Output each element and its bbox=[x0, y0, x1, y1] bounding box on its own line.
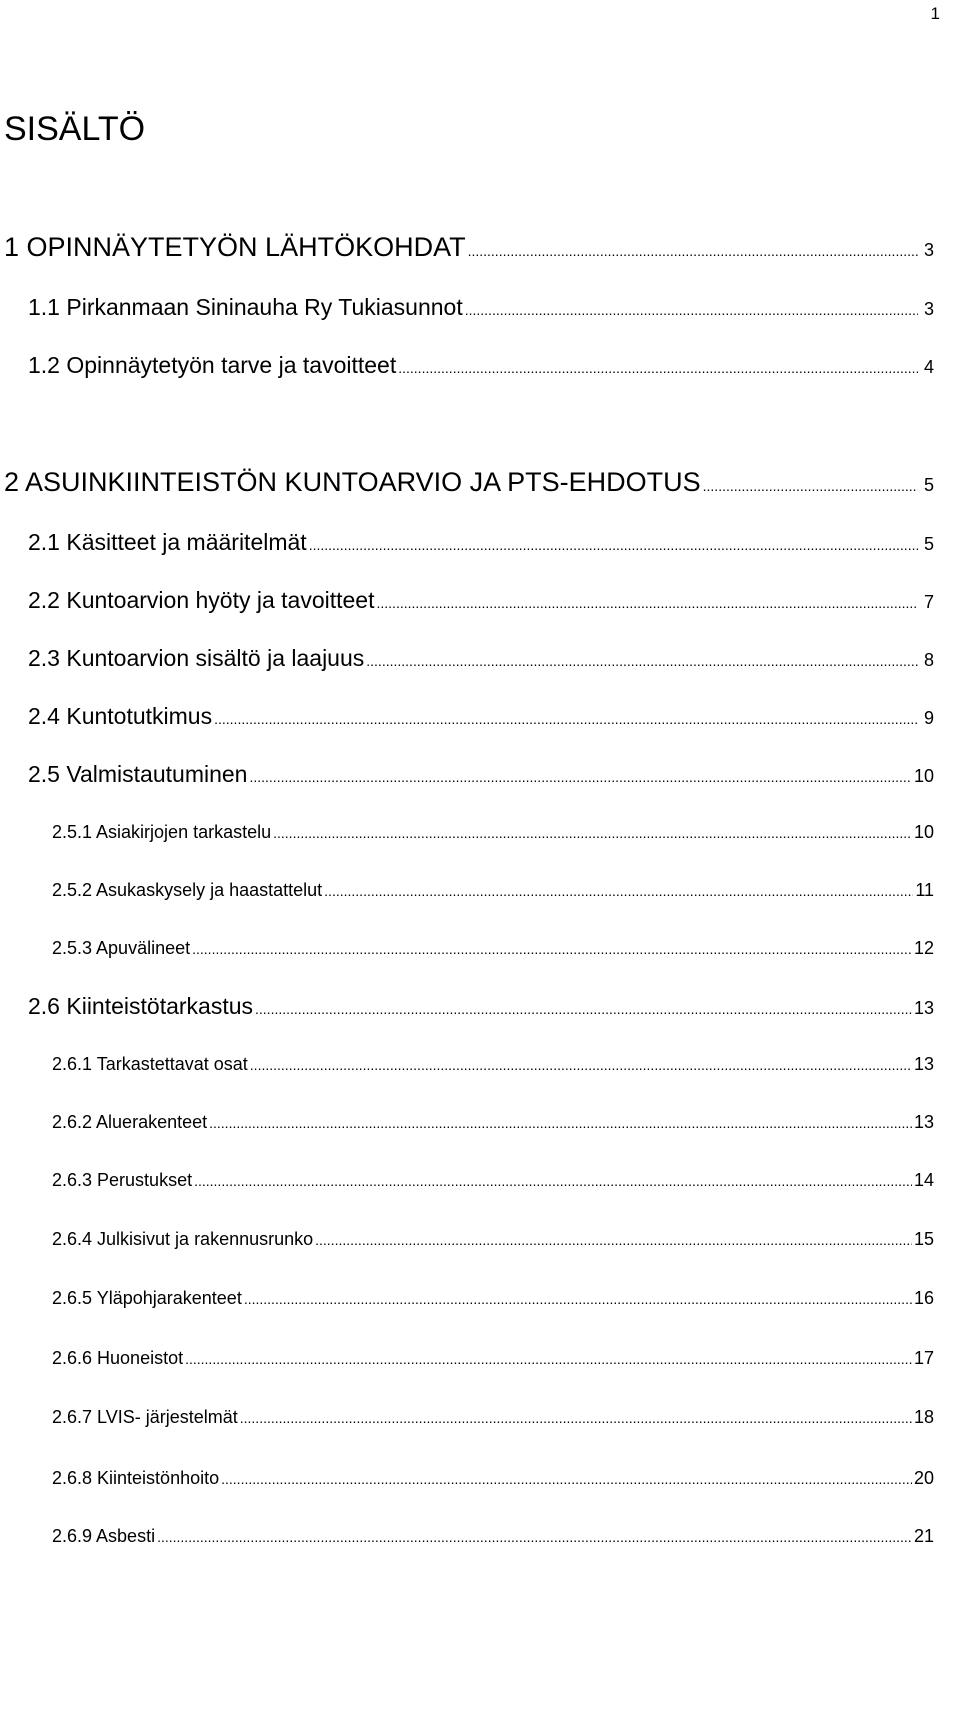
toc-entry-title: 1.1 Pirkanmaan Sininauha Ry Tukiasunnot bbox=[28, 294, 463, 320]
dot-leader bbox=[192, 941, 912, 957]
toc-entry-page: 15 bbox=[913, 1229, 934, 1249]
toc-entry-2-5[interactable] bbox=[28, 761, 934, 788]
toc-entry-page: 3 bbox=[923, 240, 934, 260]
toc-entry-title: 2.4 Kuntotutkimus bbox=[28, 703, 213, 729]
dot-leader bbox=[315, 1232, 912, 1248]
toc-entry-2-3[interactable] bbox=[28, 645, 934, 672]
toc-heading: SISÄLTÖ bbox=[4, 110, 146, 148]
toc-entry-2-6-4[interactable] bbox=[52, 1229, 934, 1250]
toc-entry-title: 2 ASUINKIINTEISTÖN KUNTOARVIO JA PTS-EHDOTUS bbox=[4, 467, 701, 497]
dot-leader bbox=[465, 302, 918, 318]
dot-leader bbox=[398, 360, 918, 376]
toc-entry-1-2[interactable] bbox=[28, 352, 934, 379]
toc-entry-title: 2.2 Kuntoarvion hyöty ja tavoitteet bbox=[28, 587, 375, 613]
toc-entry-title: 2.5 Valmistautuminen bbox=[28, 761, 248, 787]
toc-entry-page: 21 bbox=[913, 1526, 934, 1546]
toc-entry-page: 13 bbox=[913, 1112, 934, 1132]
dot-leader bbox=[221, 1471, 912, 1487]
toc-entry-2-6-2[interactable] bbox=[52, 1112, 934, 1133]
toc-entry-title: 2.6.1 Tarkastettavat osat bbox=[52, 1054, 248, 1074]
toc-entry-title: 2.3 Kuntoarvion sisältö ja laajuus bbox=[28, 645, 365, 671]
toc-entry-page: 10 bbox=[913, 766, 934, 786]
toc-entry-2-4[interactable] bbox=[28, 703, 934, 730]
dot-leader bbox=[185, 1351, 912, 1367]
toc-entry-2-5-2[interactable] bbox=[52, 880, 934, 901]
toc-entry-title: 2.6.7 LVIS- järjestelmät bbox=[52, 1407, 238, 1427]
dot-leader bbox=[244, 1291, 912, 1307]
dot-leader bbox=[273, 825, 912, 841]
dot-leader bbox=[214, 711, 918, 727]
toc-entry-page: 5 bbox=[923, 475, 934, 495]
dot-leader bbox=[703, 478, 918, 494]
toc-entry-2-2[interactable] bbox=[28, 587, 934, 614]
toc-entry-2-6[interactable] bbox=[28, 993, 934, 1020]
toc-entry-title: 2.6.2 Aluerakenteet bbox=[52, 1112, 208, 1132]
toc-entry-title: 2.5.3 Apuvälineet bbox=[52, 938, 191, 958]
toc-entry-title: 2.6.4 Julkisivut ja rakennusrunko bbox=[52, 1229, 314, 1249]
toc-entry-title: 2.6.6 Huoneistot bbox=[52, 1348, 184, 1368]
toc-entry-page: 20 bbox=[913, 1468, 934, 1488]
page-number: 1 bbox=[930, 4, 940, 23]
toc-entry-title: 2.6.3 Perustukset bbox=[52, 1170, 193, 1190]
dot-leader bbox=[194, 1173, 912, 1189]
toc-entry-2-6-3[interactable] bbox=[52, 1170, 934, 1191]
dot-leader bbox=[240, 1410, 912, 1426]
dot-leader bbox=[209, 1115, 912, 1131]
toc-entry-title: 2.5.2 Asukaskysely ja haastattelut bbox=[52, 880, 323, 900]
toc-entry-2-6-8[interactable] bbox=[52, 1468, 934, 1489]
toc-entry-page: 10 bbox=[913, 822, 934, 842]
toc-entry-2[interactable] bbox=[4, 467, 934, 498]
dot-leader bbox=[377, 595, 919, 611]
toc-entry-page: 11 bbox=[915, 880, 934, 900]
toc-entry-2-6-6[interactable] bbox=[52, 1348, 934, 1369]
dot-leader bbox=[366, 653, 918, 669]
dot-leader bbox=[309, 537, 918, 553]
toc-entry-title: 2.5.1 Asiakirjojen tarkastelu bbox=[52, 822, 272, 842]
dot-leader bbox=[157, 1529, 912, 1545]
toc-entry-page: 9 bbox=[923, 708, 934, 728]
dot-leader bbox=[324, 883, 913, 899]
toc-entry-page: 17 bbox=[913, 1348, 934, 1368]
toc-entry-title: 2.6.9 Asbesti bbox=[52, 1526, 156, 1546]
toc-entry-2-1[interactable] bbox=[28, 529, 934, 556]
dot-leader bbox=[255, 1001, 912, 1017]
toc-entry-title: 1.2 Opinnäytetyön tarve ja tavoitteet bbox=[28, 352, 397, 378]
toc-entry-title: 2.1 Käsitteet ja määritelmät bbox=[28, 529, 307, 555]
toc-entry-2-5-3[interactable] bbox=[52, 938, 934, 959]
toc-entry-title: 2.6.5 Yläpohjarakenteet bbox=[52, 1288, 242, 1308]
toc-entry-page: 5 bbox=[923, 534, 934, 554]
toc-entry-2-6-1[interactable] bbox=[52, 1054, 934, 1075]
dot-leader bbox=[250, 1057, 912, 1073]
toc-entry-page: 13 bbox=[913, 998, 934, 1018]
toc-entry-page: 14 bbox=[913, 1170, 934, 1190]
toc-entry-2-6-9[interactable] bbox=[52, 1526, 934, 1547]
toc-entry-page: 13 bbox=[913, 1054, 934, 1074]
toc-entry-1-1[interactable] bbox=[28, 294, 934, 321]
dot-leader bbox=[468, 243, 918, 259]
toc-entry-page: 16 bbox=[913, 1288, 934, 1308]
toc-entry-page: 18 bbox=[913, 1407, 934, 1427]
toc-entry-2-6-5[interactable] bbox=[52, 1288, 934, 1309]
toc-entry-page: 8 bbox=[923, 650, 934, 670]
toc-entry-title: 1 OPINNÄYTETYÖN LÄHTÖKOHDAT bbox=[4, 232, 466, 262]
dot-leader bbox=[249, 769, 912, 785]
toc-entry-2-6-7[interactable] bbox=[52, 1407, 934, 1428]
toc-entry-page: 7 bbox=[923, 592, 934, 612]
toc-entry-page: 12 bbox=[913, 938, 934, 958]
toc-entry-2-5-1[interactable] bbox=[52, 822, 934, 843]
toc-entry-title: 2.6.8 Kiinteistönhoito bbox=[52, 1468, 220, 1488]
toc-entry-title: 2.6 Kiinteistötarkastus bbox=[28, 993, 254, 1019]
toc-entry-page: 3 bbox=[923, 299, 934, 319]
toc-entry-1[interactable] bbox=[4, 232, 934, 263]
toc-entry-page: 4 bbox=[923, 357, 934, 377]
